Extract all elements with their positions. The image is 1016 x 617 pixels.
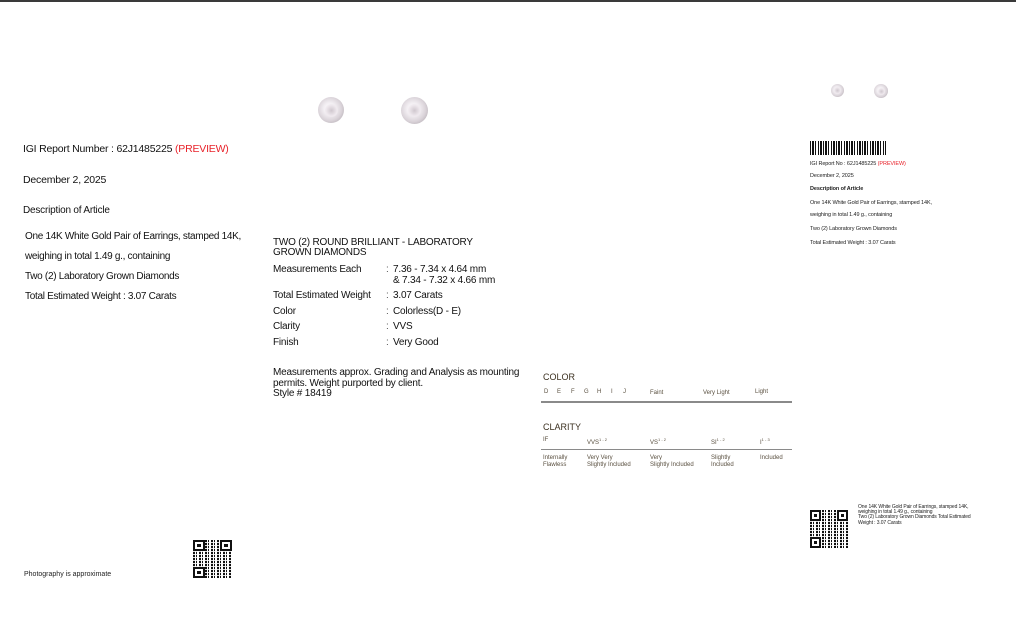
qr-finder-icon bbox=[193, 567, 205, 578]
qr-finder-icon bbox=[193, 540, 205, 551]
clarity-desc bbox=[650, 455, 694, 468]
spec-value: Colorless(D - E) bbox=[393, 305, 461, 317]
mini-report-date: December 2, 2025 bbox=[810, 173, 854, 179]
spec-key: Clarity bbox=[273, 321, 300, 332]
color-grade: J bbox=[623, 389, 626, 395]
clarity-desc-line: Internally bbox=[543, 455, 568, 461]
spec-separator: : bbox=[386, 336, 389, 348]
spec-table bbox=[273, 238, 523, 348]
barcode-icon bbox=[810, 141, 886, 155]
mini-description-line: Two (2) Laboratory Grown Diamonds bbox=[810, 226, 897, 232]
clarity-desc bbox=[760, 455, 783, 462]
report-number-label: IGI Report Number : 62J1485225 bbox=[23, 143, 173, 155]
spec-value: 3.07 Carats bbox=[393, 290, 443, 301]
description-heading: Description of Article bbox=[23, 205, 110, 216]
clarity-grade-label: SI bbox=[711, 440, 717, 446]
color-grade: D bbox=[544, 389, 549, 395]
clarity-desc bbox=[587, 455, 631, 468]
clarity-grade bbox=[543, 437, 548, 443]
qr-caption-line: weighing in total 1.49 g., containing bbox=[858, 509, 933, 516]
mini-description-line: weighing in total 1.49 g., containing bbox=[810, 212, 893, 218]
spec-value-line: & 7.34 - 7.32 x 4.66 mm bbox=[393, 274, 496, 286]
clarity-desc bbox=[711, 455, 734, 468]
qr-finder-icon bbox=[810, 537, 821, 548]
spec-value: VVS bbox=[393, 321, 413, 332]
clarity-grade bbox=[587, 437, 607, 446]
spec-separator: : bbox=[386, 305, 389, 317]
clarity-grade-label: I bbox=[760, 440, 762, 446]
diamond-thumb-right bbox=[874, 84, 888, 98]
clarity-grade-sup: 1 - 3 bbox=[761, 437, 770, 442]
spec-separator: : bbox=[386, 321, 389, 332]
color-range: Light bbox=[755, 389, 769, 395]
description-block bbox=[25, 232, 265, 302]
mini-description-line: One 14K White Gold Pair of Earrings, stamped 14K, bbox=[810, 200, 932, 206]
mini-preview-tag: (PREVIEW) bbox=[877, 161, 906, 167]
clarity-desc-line: Slightly Included bbox=[587, 461, 631, 468]
qr-caption-line: Two (2) Laboratory Grown Diamonds Total Estimated bbox=[858, 514, 971, 521]
clarity-grade-label: VS bbox=[650, 440, 659, 446]
color-scale-title: COLOR bbox=[543, 372, 576, 382]
color-grade: H bbox=[597, 389, 602, 395]
description-line: Two (2) Laboratory Grown Diamonds bbox=[25, 271, 180, 282]
color-grade: F bbox=[571, 389, 575, 395]
clarity-grade bbox=[711, 437, 725, 446]
clarity-grade-label: VVS bbox=[587, 440, 600, 446]
clarity-grade bbox=[760, 437, 770, 446]
color-grade: G bbox=[584, 389, 589, 395]
description-line: weighing in total 1.49 g., containing bbox=[25, 251, 171, 262]
spec-row-color bbox=[273, 307, 523, 318]
clarity-desc-line: Included bbox=[760, 455, 783, 461]
spec-key: Finish bbox=[273, 336, 299, 348]
spec-value: Very Good bbox=[393, 336, 439, 348]
report-date: December 2, 2025 bbox=[23, 174, 107, 186]
qr-caption-line: One 14K White Gold Pair of Earrings, stamped 14K, bbox=[858, 504, 969, 510]
spec-row-clarity bbox=[273, 322, 523, 333]
spec-row-finish bbox=[273, 338, 523, 349]
qr-finder-icon bbox=[837, 510, 848, 521]
spec-value bbox=[393, 265, 523, 286]
qr-finder-icon bbox=[220, 540, 232, 551]
clarity-desc-line: Flawless bbox=[543, 461, 567, 468]
description-line: Total Estimated Weight : 3.07 Carats bbox=[25, 291, 177, 302]
spec-title: TWO (2) ROUND BRILLIANT - LABORATORY GROWN DIAMONDS bbox=[273, 237, 473, 258]
mini-report-number-label: IGI Report No : 62J1485225 bbox=[810, 161, 877, 167]
clarity-desc-line: Very bbox=[650, 455, 663, 461]
style-number: Style # 18419 bbox=[273, 388, 332, 399]
qr-finder-icon bbox=[810, 510, 821, 521]
qr-caption-line: Weight : 3.07 Carats bbox=[858, 519, 902, 526]
diamond-photo-right bbox=[401, 97, 428, 124]
top-border bbox=[0, 0, 1016, 2]
mini-description-heading: Description of Article bbox=[810, 186, 864, 192]
clarity-grade bbox=[650, 437, 666, 446]
spec-key: Measurements Each bbox=[273, 264, 362, 275]
diamond-thumb-left bbox=[831, 84, 844, 97]
clarity-scale-rule bbox=[541, 449, 792, 450]
clarity-desc bbox=[543, 455, 567, 468]
photo-note: Photography is approximate bbox=[24, 571, 112, 578]
color-range: Very Light bbox=[703, 390, 730, 396]
qr-code-main bbox=[193, 540, 232, 578]
spec-row-measurements bbox=[273, 265, 523, 286]
spec-key: Total Estimated Weight bbox=[273, 290, 371, 301]
clarity-desc-line: Very Very bbox=[587, 455, 613, 461]
clarity-scale-title: CLARITY bbox=[543, 422, 582, 432]
clarity-desc-line: Slightly Included bbox=[650, 461, 694, 468]
color-range: Faint bbox=[650, 390, 664, 396]
spec-key: Color bbox=[273, 305, 296, 317]
report-number bbox=[23, 143, 229, 155]
description-line: One 14K White Gold Pair of Earrings, stamped 14K, bbox=[25, 231, 241, 242]
color-grade: I bbox=[611, 389, 613, 395]
diamond-photo-left bbox=[318, 97, 344, 123]
qr-code-mini bbox=[810, 510, 848, 548]
spec-separator: : bbox=[386, 264, 389, 275]
mini-description-line: Total Estimated Weight : 3.07 Carats bbox=[810, 240, 896, 246]
clarity-desc-line: Slightly bbox=[711, 455, 731, 461]
qr-caption bbox=[858, 505, 971, 526]
notes bbox=[273, 368, 523, 400]
color-grade: E bbox=[557, 389, 562, 395]
color-scale-rule bbox=[541, 401, 792, 403]
clarity-grade-sup: 1 - 2 bbox=[599, 437, 608, 442]
spec-value-line: 7.36 - 7.34 x 4.64 mm bbox=[393, 264, 487, 275]
notes-text: Measurements approx. Grading and Analysis as mounting permits. Weight purported by client. bbox=[273, 367, 520, 389]
spec-separator: : bbox=[386, 290, 389, 301]
clarity-grade-label: IF bbox=[543, 437, 549, 443]
clarity-desc-line: Included bbox=[711, 461, 734, 468]
preview-tag: (PREVIEW) bbox=[174, 143, 229, 155]
clarity-grade-sup: 1 - 2 bbox=[716, 437, 725, 442]
spec-row-weight bbox=[273, 291, 523, 302]
clarity-grade-sup: 1 - 2 bbox=[658, 437, 667, 442]
mini-report-number bbox=[810, 161, 906, 167]
